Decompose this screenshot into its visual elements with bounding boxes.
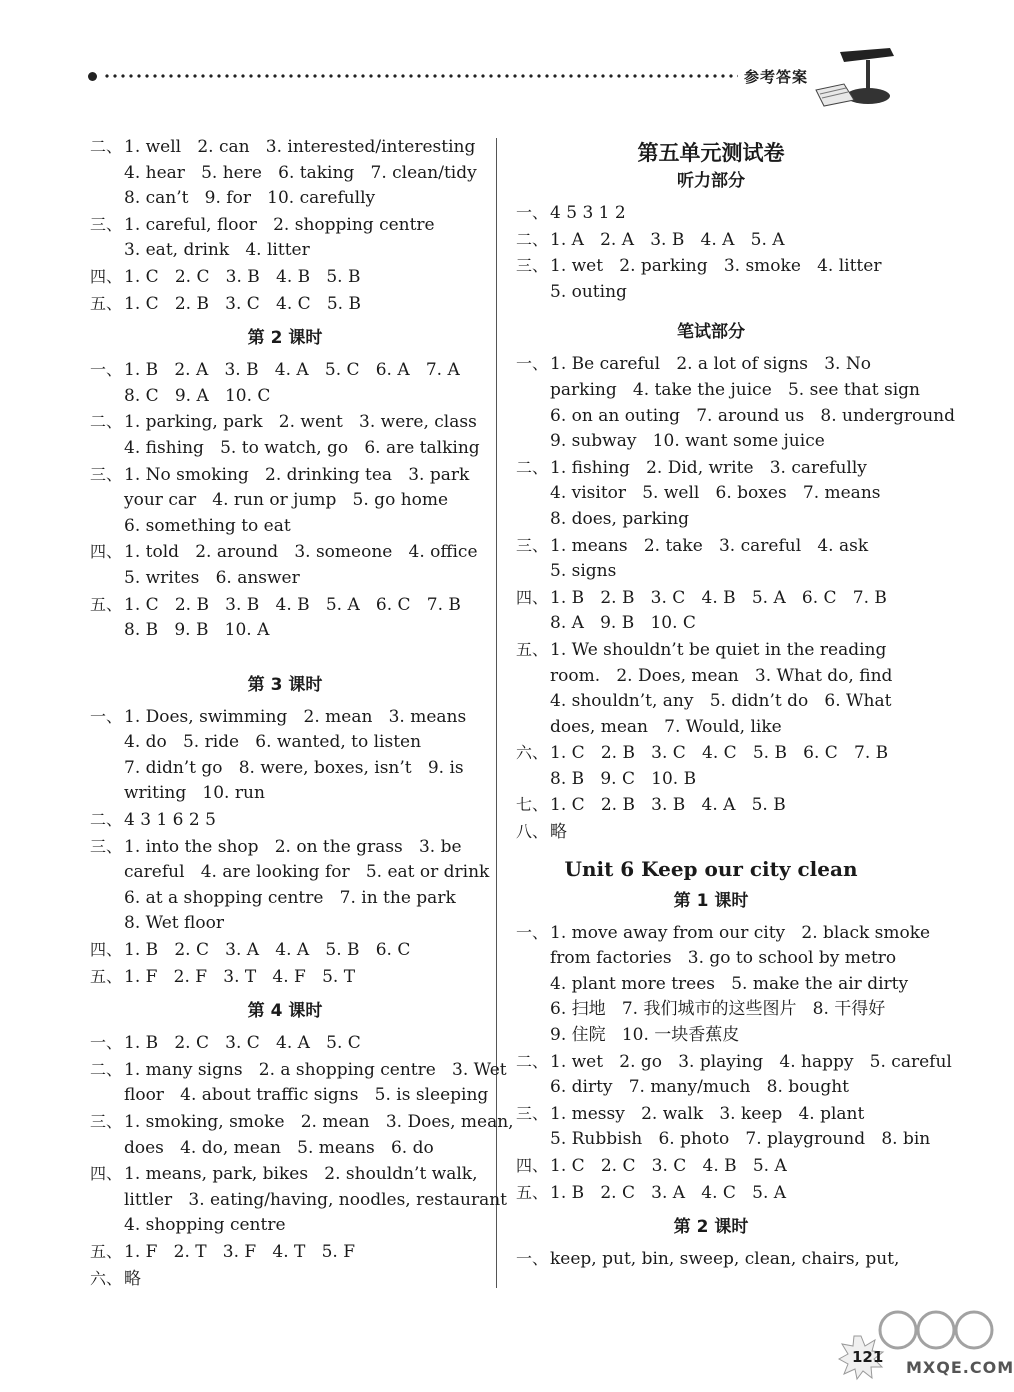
answer-line [516,429,906,455]
unit6-lesson-2-heading: 第 2 课时 [673,1217,749,1238]
answer-line [516,1049,952,1076]
answer-line [516,637,906,664]
answer-line [90,834,480,861]
page-number: 121 [852,1348,884,1366]
question-number: 五、 [90,1241,123,1261]
question-number: 一、 [516,1249,549,1269]
question-number: 五、 [90,594,123,614]
question-number: 五、 [90,293,123,313]
question-number: 一、 [516,922,549,942]
answer-line [516,1023,906,1049]
question-number: 二、 [516,1051,549,1071]
written-section-title: 笔试部分 [677,322,745,343]
answer-text: 1. smoking, smoke 2. mean 3. Does, mean, [124,1112,514,1132]
answer-line [90,186,480,212]
left-block-3 [90,704,490,991]
answer-text: 4. fishing 5. to watch, go 6. are talking [124,437,480,458]
question-number: 四、 [90,266,123,286]
answer-text: 6. something to eat [124,515,291,536]
answer-line [516,378,920,404]
answer-line [516,1075,906,1101]
left-block-1 [90,134,480,317]
watermark-text: MXQE.COM [906,1358,1014,1377]
answer-line [516,227,906,254]
answer-text: 4 3 1 6 2 5 [124,810,216,831]
header-dots-line [103,74,738,78]
left-block-4 [90,1030,514,1292]
question-number: 二、 [90,137,123,156]
answer-line [90,212,480,239]
answer-line [516,253,906,280]
question-number: 四、 [516,587,549,607]
answer-line [90,1083,489,1109]
answer-line [516,455,906,482]
left-block-2 [90,357,480,644]
header-title: 参考答案 [744,68,809,86]
answer-text: 4. visitor 5. well 6. boxes 7. means [550,483,881,504]
answer-line [516,200,906,227]
answer-text: 1. told 2. around 3. someone 4. office [124,542,478,563]
answer-text: 1. means 2. take 3. careful 4. ask [550,535,869,556]
answer-line [90,911,480,937]
answer-line [90,937,480,964]
answer-line [516,689,906,715]
answer-text: 1. careful, floor 2. shopping centre [124,214,435,235]
question-number: 八、 [516,822,549,842]
question-number: 一、 [90,1033,123,1053]
question-number: 一、 [516,203,549,222]
answer-line [516,280,906,306]
answer-text: 1. F 2. F 3. T 4. F 5. T [124,966,356,987]
answer-text: 1. wet 2. parking 3. smoke 4. litter [550,256,882,277]
answer-line [516,1101,906,1128]
answer-text: 1. B 2. C 3. A 4. C 5. A [550,1182,787,1203]
answer-text: 1. No smoking 2. drinking tea 3. park [124,464,470,485]
answer-text: writing 10. run [124,783,265,804]
answer-line [90,1136,480,1162]
answer-line [516,946,906,972]
answer-text: 1. wet 2. go 3. playing 4. happy 5. careful [550,1051,952,1072]
unit-6-title: Unit 6 Keep our city clean [564,856,858,881]
answer-line [516,740,906,767]
answer-line [516,715,906,741]
answer-text: 1. C 2. B 3. B 4. A 5. B [550,795,786,816]
lesson-3-heading: 第 3 课时 [247,674,323,695]
answer-line [90,756,480,782]
answer-text: 6. dirty 7. many/much 8. bought [550,1077,849,1098]
answer-line [90,264,480,291]
question-number: 二、 [516,229,549,249]
answer-text: 6. 扫地 7. 我们城市的这些图片 8. 干得好 [550,999,886,1020]
answer-text: 5. Rubbish 6. photo 7. playground 8. bin [550,1129,931,1150]
header-bullet [88,72,97,81]
answer-line [90,1161,480,1188]
answer-text: 8. B 9. B 10. A [124,620,270,641]
answer-text: 1. A 2. A 3. B 4. A 5. A [550,229,785,250]
question-number: 四、 [90,940,123,960]
answer-line [90,592,480,619]
answer-text: 5. outing [550,281,627,302]
answer-line [90,1239,480,1266]
answer-text: 1. We shouldn’t be quiet in the reading [550,639,887,660]
answer-text: 1. C 2. C 3. B 4. B 5. B [124,266,361,287]
question-number: 二、 [90,1059,123,1079]
answer-text: 1. B 2. C 3. A 4. A 5. B 6. C [124,940,411,961]
answer-line [90,134,480,161]
answer-line [90,357,480,384]
question-number: 一、 [90,360,123,380]
answer-text: 4. hear 5. here 6. taking 7. clean/tidy [124,162,477,183]
answer-line [516,404,955,430]
answer-line [90,1213,480,1239]
answer-text: from factories 3. go to school by metro [550,948,897,969]
question-number: 三、 [516,256,549,276]
answer-text: does 4. do, mean 5. means 6. do [124,1137,434,1158]
answer-text: 1. F 2. T 3. F 4. T 5. F [124,1241,356,1262]
answer-line [516,972,909,998]
answer-line [90,436,480,462]
question-number: 五、 [516,1182,549,1202]
answer-text: does, mean 7. Would, like [550,716,782,737]
answer-line [516,997,906,1023]
answer-line [516,351,906,378]
answer-line [90,860,490,886]
answer-text: 1. well 2. can 3. interested/interesting [124,137,476,157]
answer-line [90,291,480,318]
answer-line [516,585,906,612]
answer-line [90,566,480,592]
lesson-2-heading: 第 2 课时 [247,328,323,349]
answer-text: 1. Does, swimming 2. mean 3. means [124,706,467,727]
answer-text: 6. at a shopping centre 7. in the park [124,887,456,908]
answer-text: 8. A 9. B 10. C [550,613,696,634]
answer-text: 6. on an outing 7. around us 8. underground [550,405,955,426]
answer-text: 1. many signs 2. a shopping centre 3. Wet [124,1059,507,1080]
answer-line [90,462,480,489]
answer-text: 4. plant more trees 5. make the air dirty [550,973,909,994]
answer-text: 1. C 2. C 3. C 4. B 5. A [550,1156,787,1176]
answer-line [516,1246,906,1273]
answer-line [516,819,906,846]
answer-text: 1. move away from our city 2. black smoke [550,922,931,943]
question-number: 二、 [90,810,123,830]
answer-line [516,611,906,637]
question-number: 一、 [90,706,123,726]
right-block-4 [516,1246,906,1273]
answer-line [516,664,906,690]
answer-text: 1. B 2. A 3. B 4. A 5. C 6. A 7. A [124,360,460,381]
answer-text: 略 [550,822,567,843]
answer-text: 4. shouldn’t, any 5. didn’t do 6. What [550,691,892,712]
answer-line [516,920,931,947]
answer-line [90,1057,507,1084]
answer-text: littler 3. eating/having, noodles, restaurant [124,1189,507,1210]
answer-line [90,488,480,514]
answer-text: 1. Be careful 2. a lot of signs 3. No [550,354,871,375]
right-column [516,134,955,1273]
answer-line [90,238,480,264]
right-block-1 [516,200,906,305]
question-number: 三、 [516,1103,549,1123]
answer-line [90,514,480,540]
left-column [90,134,514,1292]
answer-text: your car 4. run or jump 5. go home [124,490,449,511]
question-number: 七、 [516,795,549,815]
listening-section-title: 听力部分 [677,171,745,191]
answer-line [90,704,480,731]
question-number: 三、 [90,214,123,234]
answer-text: keep, put, bin, sweep, clean, chairs, put, [550,1249,900,1270]
answer-text: 1. messy 2. walk 3. keep 4. plant [550,1103,865,1124]
question-number: 一、 [516,354,549,374]
question-number: 四、 [516,1156,549,1175]
answer-line [516,559,906,585]
answer-line [90,539,480,566]
answer-line [90,618,480,644]
answer-text: 1. C 2. B 3. C 4. C 5. B 6. C 7. B [550,743,889,764]
answer-text: 4 5 3 1 2 [550,203,626,223]
answer-line [90,781,480,807]
answer-line [516,1180,906,1207]
right-block-3 [516,920,952,1207]
answer-text: 5. writes 6. answer [124,567,300,588]
answer-text: floor 4. about traffic signs 5. is sleeping [124,1085,489,1106]
answer-text: 5. signs [550,561,617,582]
answer-text: 1. C 2. B 3. B 4. B 5. A 6. C 7. B [124,594,461,615]
answer-text: 8. can’t 9. for 10. carefully [124,188,376,209]
question-number: 五、 [516,639,549,659]
answer-text: 4. shopping centre [124,1215,286,1236]
question-number: 五、 [90,966,123,986]
question-number: 三、 [90,464,123,484]
question-number: 四、 [90,1164,123,1184]
answer-line [90,730,480,756]
header-dotted-rule [88,66,738,86]
answer-line [90,1109,514,1136]
question-number: 六、 [90,1268,123,1288]
answer-text: 1. C 2. B 3. C 4. C 5. B [124,293,361,314]
answer-line [516,481,906,507]
answer-line [90,161,480,187]
answer-line [516,1153,906,1180]
question-number: 六、 [516,743,549,763]
answer-line [90,1266,480,1293]
answer-line [90,964,480,991]
answer-text: 1. B 2. C 3. C 4. A 5. C [124,1033,361,1054]
answer-text: 9. subway 10. want some juice [550,431,825,452]
answer-text: careful 4. are looking for 5. eat or drink [124,862,490,883]
answer-text: 8. C 9. A 10. C [124,385,271,406]
answer-line [516,767,906,793]
answer-line [90,886,480,912]
answer-line [516,792,906,819]
question-number: 三、 [516,535,549,555]
answer-text: 8. does, parking [550,508,690,529]
question-number: 二、 [516,457,549,477]
question-number: 三、 [90,1112,123,1131]
answer-line [90,1030,480,1057]
answer-text: 3. eat, drink 4. litter [124,240,310,261]
answer-text: 1. B 2. B 3. C 4. B 5. A 6. C 7. B [550,587,887,608]
answer-line [90,1188,507,1214]
question-number: 三、 [90,836,123,856]
answer-line [516,533,906,560]
question-number: 四、 [90,542,123,562]
answer-line [516,507,906,533]
answer-line [516,1127,931,1153]
answer-text: 1. means, park, bikes 2. shouldn’t walk, [124,1164,478,1185]
answer-line [90,409,480,436]
answer-text: 8. Wet floor [124,913,224,934]
answer-text: room. 2. Does, mean 3. What do, find [550,665,893,686]
unit-test-title: 第五单元测试卷 [637,141,785,165]
answer-text: 4. do 5. ride 6. wanted, to listen [124,732,422,753]
answer-text: 1. fishing 2. Did, write 3. carefully [550,457,867,478]
answer-text: 8. B 9. C 10. B [550,768,697,789]
answer-text: parking 4. take the juice 5. see that sign [550,379,920,400]
answer-text: 1. parking, park 2. went 3. were, class [124,412,477,433]
unit6-lesson-1-heading: 第 1 课时 [673,890,749,911]
right-block-2 [516,351,955,845]
answer-text: 略 [124,1268,141,1289]
question-number: 二、 [90,412,123,432]
answer-text: 9. 住院 10. 一块香蕉皮 [550,1025,740,1046]
lesson-4-heading: 第 4 课时 [247,1001,323,1022]
answer-line [90,807,480,834]
desk-lamp-icon [810,44,900,114]
answer-line [90,384,480,410]
answer-text: 1. into the shop 2. on the grass 3. be [124,836,462,857]
answer-text: 7. didn’t go 8. were, boxes, isn’t 9. is [124,757,464,778]
